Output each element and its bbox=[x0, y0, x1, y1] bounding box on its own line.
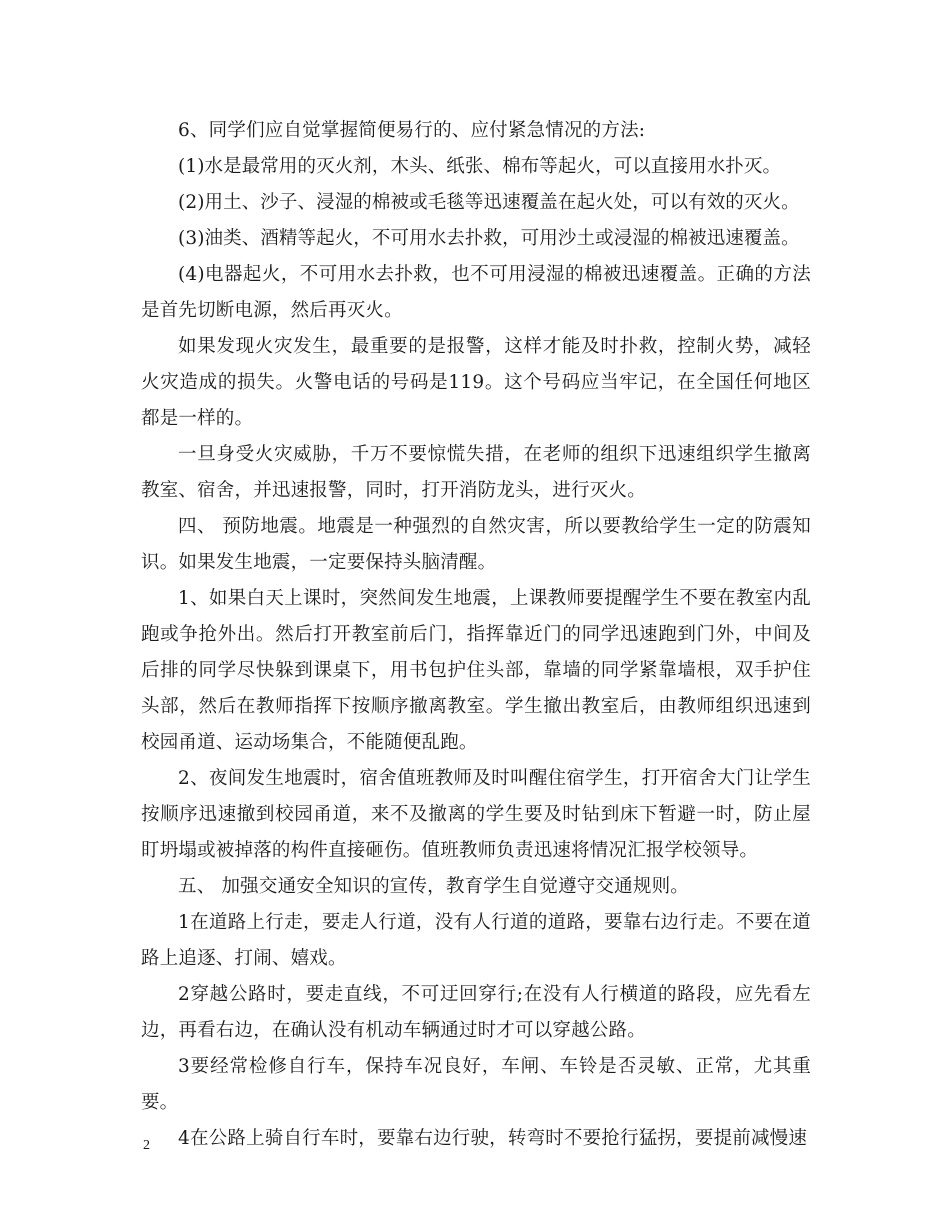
paragraph-water-extinguish: (1)水是最常用的灭火剂，木头、纸张、棉布等起火，可以直接用水扑灭。 bbox=[178, 156, 782, 177]
paragraph-traffic-rule-1: 1在道路上行走，要走人行道，没有人行道的道路，要靠右边行走。不要在道路上追逐、打闹、嬉戏。 bbox=[141, 912, 811, 969]
paragraph-report-fire: 如果发现火灾发生，最重要的是报警，这样才能及时扑救，控制火势，减轻火灾造成的损失。火警电话的号码是119。这个号码应当牢记，在全国任何地区都是一样的。 bbox=[141, 336, 811, 429]
paragraph-cover-fire: (2)用土、沙子、浸湿的棉被或毛毯等迅速覆盖在起火处，可以有效的灭火。 bbox=[178, 192, 800, 213]
paragraph-earthquake-section: 四、 预防地震。地震是一种强烈的自然灾害，所以要教给学生一定的防震知识。如果发生地震，一定要保持头脑清醒。 bbox=[141, 516, 811, 573]
paragraph-traffic-rule-3: 3要经常检修自行车，保持车况良好，车闸、车铃是否灵敏、正常，尤其重要。 bbox=[141, 1056, 811, 1113]
paragraph-traffic-section: 五、 加强交通安全知识的宣传，教育学生自觉遵守交通规则。 bbox=[178, 876, 689, 897]
paragraph-electrical-fire: (4)电器起火，不可用水去扑救，也不可用浸湿的棉被迅速覆盖。正确的方法是首先切断电源，然后再灭火。 bbox=[141, 264, 811, 321]
paragraph-methods-heading: 6、同学们应自觉掌握简便易行的、应付紧急情况的方法: bbox=[178, 120, 646, 141]
document-body bbox=[141, 113, 811, 1157]
paragraph-daytime-earthquake: 1、如果白天上课时，突然间发生地震，上课教师要提醒学生不要在教室内乱跑或争抢外出。然后打开教室前后门，指挥靠近门的同学迅速跑到门外，中间及后排的同学尽快躲到课桌下，用书包护住头部，靠墙的同学紧靠墙根，双手护住头部，然后在教师指挥下按顺序撤离教室。学生撤出教室后，由教师组织迅速到校园甬道、运动场集合，不能随便乱跑。 bbox=[141, 588, 811, 753]
paragraph-night-earthquake: 2、夜间发生地震时，宿舍值班教师及时叫醒住宿学生，打开宿舍大门让学生按顺序迅速撤到校园甬道，来不及撤离的学生要及时钻到床下暂避一时，防止屋盯坍塌或被掉落的构件直接砸伤。值班教师负责迅速将情况汇报学校领导。 bbox=[141, 768, 811, 861]
paragraph-traffic-rule-2: 2穿越公路时，要走直线，不可迂回穿行;在没有人行横道的路段，应先看左边，再看右边，在确认没有机动车辆通过时才可以穿越公路。 bbox=[141, 984, 811, 1041]
paragraph-fire-threat: 一旦身受火灾威胁，千万不要惊慌失措，在老师的组织下迅速组织学生撤离教室、宿舍，并迅速报警，同时，打开消防龙头，进行灭火。 bbox=[141, 444, 811, 501]
paragraph-oil-fire: (3)油类、酒精等起火，不可用水去扑救，可用沙土或浸湿的棉被迅速覆盖。 bbox=[178, 228, 800, 249]
page-number: 2 bbox=[143, 1138, 150, 1153]
paragraph-traffic-rule-4: 4在公路上骑自行车时，要靠右边行驶，转弯时不要抢行猛拐，要提前减慢速 bbox=[178, 1128, 808, 1149]
